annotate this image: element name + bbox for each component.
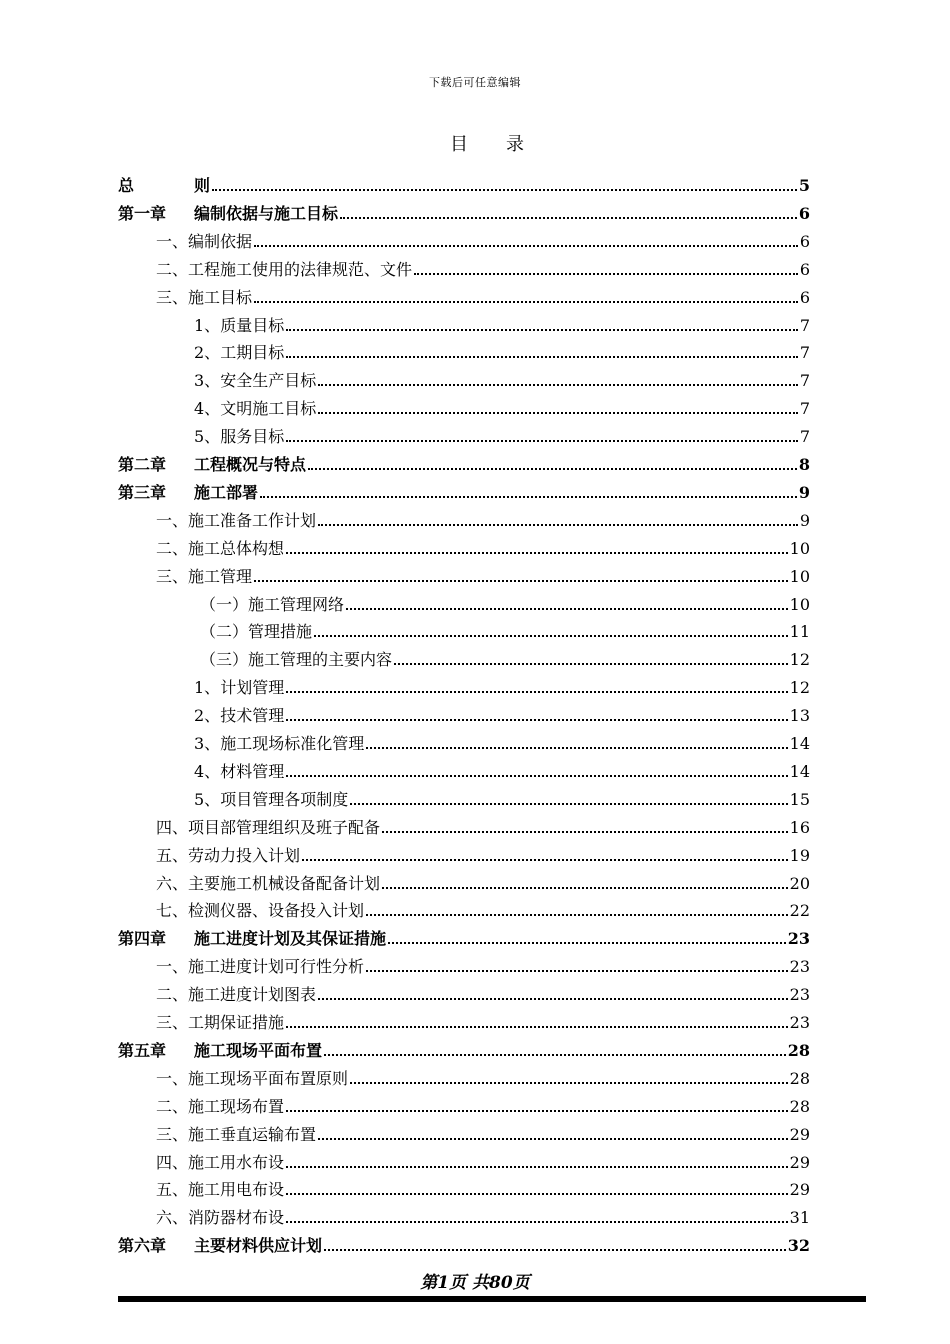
dot-leader (254, 580, 788, 582)
toc-entry-title: 施工现场布置 (188, 1096, 285, 1116)
footer-rule (118, 1296, 866, 1302)
toc-entry-number: 第四章 (118, 929, 167, 949)
toc-entry-number: 3、 (194, 371, 221, 391)
toc-entry[interactable] (194, 393, 810, 419)
toc-entry-page: 16 (789, 817, 810, 837)
toc-entry-title: 施工管理 (188, 566, 253, 586)
toc-entry-number: 七、 (156, 901, 189, 921)
toc-entry[interactable] (156, 226, 810, 252)
page-header: 下载后可任意编辑 (429, 76, 521, 89)
toc-entry-number: 六、 (156, 873, 189, 893)
dot-leader (254, 301, 798, 303)
dot-leader (318, 998, 788, 1000)
toc-entry-title: 工期保证措施 (188, 1013, 285, 1032)
toc-entry-title: 施工管理的主要内容 (248, 650, 393, 670)
toc-entry-page: 19 (789, 845, 810, 865)
dot-leader (366, 747, 787, 749)
toc-entry-title: 施工总体构想 (188, 538, 285, 558)
toc-entry[interactable] (194, 700, 810, 726)
toc-entry-title: 工期目标 (220, 343, 285, 363)
toc-entry[interactable] (156, 812, 810, 838)
toc-entry[interactable] (194, 421, 810, 447)
dot-leader (382, 887, 788, 889)
dot-leader (260, 496, 797, 498)
toc-entry-number: 五、 (156, 1180, 189, 1200)
dot-leader (318, 1138, 788, 1140)
toc-entry[interactable] (156, 1063, 810, 1089)
toc-entry[interactable] (194, 337, 810, 363)
toc-entry-title: 则 (194, 176, 211, 195)
toc-entry-page: 6 (799, 259, 810, 279)
toc-entry-page: 23 (789, 985, 810, 1005)
toc-entry-page: 10 (789, 538, 810, 558)
toc-entry[interactable] (156, 951, 810, 977)
toc-entry-title: 施工进度计划图表 (188, 985, 317, 1005)
dot-leader (366, 970, 788, 972)
toc-entry-number: 总 (118, 176, 135, 195)
toc-entry[interactable] (194, 365, 810, 391)
dot-leader (314, 635, 788, 637)
dot-leader (350, 1082, 788, 1084)
toc-entry-page: 7 (799, 399, 810, 419)
dot-leader (286, 1166, 788, 1168)
toc-entry-number: 一、 (156, 1068, 189, 1088)
toc-entry-title: 施工准备工作计划 (188, 510, 317, 530)
toc-entry-number: 二、 (156, 985, 189, 1005)
toc-chapter-entry[interactable] (118, 923, 810, 949)
toc-entry-page: 32 (787, 1236, 810, 1256)
toc-entry-title: 施工现场标准化管理 (220, 734, 365, 753)
toc-entry-number: 三、 (156, 1013, 189, 1032)
toc-title: 目 录 (450, 134, 534, 155)
toc-entry-number: 三、 (156, 287, 189, 307)
toc-entry-page: 6 (799, 287, 810, 307)
toc-entry-number: 第五章 (118, 1040, 167, 1060)
toc-entry-number: 3、 (194, 734, 221, 753)
toc-entry-number: 4、 (194, 399, 221, 419)
dot-leader (286, 552, 788, 554)
toc-entry[interactable] (156, 840, 810, 866)
dot-leader (286, 719, 787, 721)
toc-entry-title: 施工垂直运输布置 (188, 1124, 317, 1144)
toc-entry-page: 29 (789, 1180, 810, 1200)
dot-leader (308, 468, 797, 470)
toc-entry[interactable] (156, 1091, 810, 1117)
toc-entry-number: 五、 (156, 845, 189, 865)
toc-entry-title: 施工进度计划及其保证措施 (194, 929, 387, 949)
toc-entry-number: 2、 (194, 343, 221, 363)
dot-leader (286, 1110, 788, 1112)
dot-leader (286, 329, 798, 331)
toc-entry-title: 质量目标 (220, 315, 285, 335)
toc-entry-page: 23 (789, 1013, 810, 1032)
toc-entry[interactable] (156, 282, 810, 308)
toc-entry-title: 施工现场平面布置原则 (188, 1068, 349, 1088)
dot-leader (388, 942, 786, 944)
toc-entry-title: 施工进度计划可行性分析 (188, 957, 365, 977)
toc-entry-number: 四、 (156, 1152, 189, 1172)
toc-entry-title: 检测仪器、设备投入计划 (188, 901, 365, 921)
toc-entry-title: 施工目标 (188, 287, 253, 307)
dot-leader (382, 831, 788, 833)
toc-entry-page: 22 (789, 901, 810, 921)
toc-chapter-entry[interactable] (118, 198, 810, 224)
toc-entry-title: 施工管理网络 (248, 594, 345, 614)
toc-entry-number: 六、 (156, 1208, 189, 1228)
toc-entry-title: 计划管理 (220, 678, 285, 698)
toc-entry[interactable] (194, 728, 810, 754)
toc-entry-title: 工程施工使用的法律规范、文件 (188, 259, 413, 279)
toc-entry-page: 20 (789, 873, 810, 893)
toc-entry-number: （一） (200, 594, 249, 614)
toc-chapter-entry[interactable] (118, 1035, 810, 1061)
dot-leader (318, 524, 798, 526)
toc-entry-title: 编制依据 (188, 231, 253, 251)
toc-entry-page: 9 (799, 510, 810, 530)
dot-leader (324, 1249, 786, 1251)
toc-entry-page: 7 (799, 315, 810, 335)
toc-entry[interactable] (156, 868, 810, 894)
dot-leader (302, 859, 788, 861)
dot-leader (350, 803, 787, 805)
toc-entry-page: 28 (789, 1068, 810, 1088)
dot-leader (286, 356, 798, 358)
toc-entry-number: 一、 (156, 231, 189, 251)
toc-entry-number: 二、 (156, 538, 189, 558)
dot-leader (286, 691, 787, 693)
toc-entry[interactable] (156, 1119, 810, 1145)
toc-entry-title: 劳动力投入计划 (188, 845, 301, 865)
toc-entry-number: 第三章 (118, 482, 167, 502)
toc-entry-page: 31 (789, 1208, 810, 1228)
toc-entry-number: 一、 (156, 510, 189, 530)
toc-entry[interactable] (194, 756, 810, 782)
toc-entry-page: 23 (789, 957, 810, 977)
toc-entry-title: 技术管理 (220, 706, 285, 726)
toc-entry-page: 28 (787, 1040, 810, 1060)
toc-entry-number: 二、 (156, 1096, 189, 1116)
dot-leader (254, 245, 798, 247)
toc-entry-number: （三） (200, 650, 249, 670)
toc-entry-number: 二、 (156, 259, 189, 279)
toc-entry-page: 13 (789, 706, 810, 726)
toc-entry[interactable] (194, 672, 810, 698)
toc-entry-page: 5 (798, 176, 810, 195)
toc-entry-number: 第一章 (118, 203, 167, 223)
toc-entry[interactable] (200, 644, 810, 670)
toc-entry-page: 10 (789, 594, 810, 614)
dot-leader (318, 384, 798, 386)
toc-entry-page: 12 (789, 650, 810, 670)
toc-entry-title: 施工部署 (194, 482, 259, 502)
toc-entry-number: 5、 (194, 427, 221, 447)
toc-entry-page: 8 (798, 455, 810, 474)
page-footer: 第1页 共80页 (420, 1273, 530, 1293)
toc-entry-page: 11 (789, 622, 810, 642)
toc-entry-page: 14 (789, 761, 810, 781)
toc-entry[interactable] (156, 1174, 810, 1200)
toc-entry-number: 1、 (194, 315, 221, 335)
toc-entry-number: 1、 (194, 678, 221, 698)
dot-leader (318, 412, 798, 414)
toc-entry-title: 主要施工机械设备配备计划 (188, 873, 381, 893)
toc-entry-number: 三、 (156, 1124, 189, 1144)
toc-entry-number: 4、 (194, 761, 221, 781)
dot-leader (286, 440, 798, 442)
toc-entry-page: 29 (789, 1152, 810, 1172)
toc-entry[interactable] (156, 895, 810, 921)
toc-entry[interactable] (200, 589, 810, 615)
toc-entry-number: 四、 (156, 817, 189, 837)
toc-entry-page: 12 (789, 678, 810, 698)
dot-leader (286, 1193, 788, 1195)
toc-entry-number: 第二章 (118, 455, 167, 474)
toc-entry-title: 施工用水布设 (188, 1152, 285, 1172)
toc-entry[interactable] (156, 254, 810, 280)
toc-chapter-entry[interactable] (118, 170, 810, 196)
toc-entry-title: 服务目标 (220, 427, 285, 447)
toc-chapter-entry[interactable] (118, 1230, 810, 1256)
toc-entry-number: 一、 (156, 957, 189, 977)
toc-entry[interactable] (156, 1202, 810, 1228)
toc-entry-title: 管理措施 (248, 622, 313, 642)
toc-entry-number: 2、 (194, 706, 221, 726)
toc-entry[interactable] (156, 533, 810, 559)
toc-entry-title: 主要材料供应计划 (194, 1236, 323, 1256)
toc-entry-number: 三、 (156, 566, 189, 586)
toc-entry-title: 施工用电布设 (188, 1180, 285, 1200)
toc-entry-title: 安全生产目标 (220, 371, 317, 391)
dot-leader (324, 1054, 786, 1056)
toc-chapter-entry[interactable] (118, 449, 810, 475)
toc-entry-page: 9 (798, 482, 810, 502)
dot-leader (286, 775, 787, 777)
toc-entry-page: 6 (798, 203, 810, 223)
toc-entry-page: 7 (799, 371, 810, 391)
toc-entry-page: 10 (789, 566, 810, 586)
dot-leader (286, 1221, 788, 1223)
toc-entry[interactable] (194, 310, 810, 336)
toc-entry-title: 消防器材布设 (188, 1208, 285, 1228)
toc-entry-page: 23 (787, 929, 810, 949)
toc-entry-title: 项目部管理组织及班子配备 (188, 817, 381, 837)
dot-leader (346, 608, 788, 610)
toc-entry-title: 材料管理 (220, 761, 285, 781)
toc-entry[interactable] (156, 979, 810, 1005)
toc-entry-number: 5、 (194, 789, 221, 809)
toc-entry-number: （二） (200, 622, 249, 642)
dot-leader (414, 273, 798, 275)
toc-entry-title: 项目管理各项制度 (220, 789, 349, 809)
toc-entry[interactable] (156, 505, 810, 531)
toc-entry-page: 7 (799, 427, 810, 447)
toc-entry[interactable] (156, 561, 810, 587)
toc-entry-title: 文明施工目标 (220, 399, 317, 419)
toc-entry-page: 6 (799, 231, 810, 251)
dot-leader (212, 189, 797, 191)
toc-entry-title: 施工现场平面布置 (194, 1040, 323, 1060)
toc-entry[interactable] (200, 616, 810, 642)
toc-entry-title: 编制依据与施工目标 (194, 203, 339, 223)
toc-entry-page: 15 (789, 789, 810, 809)
toc-entry-page: 29 (789, 1124, 810, 1144)
toc-entry-page: 28 (789, 1096, 810, 1116)
dot-leader (286, 1026, 788, 1028)
toc-entry-title: 工程概况与特点 (194, 455, 307, 474)
toc-entry[interactable] (156, 1147, 810, 1173)
dot-leader (394, 663, 788, 665)
toc-entry-page: 14 (789, 734, 810, 753)
dot-leader (340, 217, 797, 219)
dot-leader (366, 914, 788, 916)
toc-entry[interactable] (194, 784, 810, 810)
toc-entry-number: 第六章 (118, 1236, 167, 1256)
toc-chapter-entry[interactable] (118, 477, 810, 503)
toc-entry[interactable] (156, 1007, 810, 1033)
toc-entry-page: 7 (799, 343, 810, 363)
